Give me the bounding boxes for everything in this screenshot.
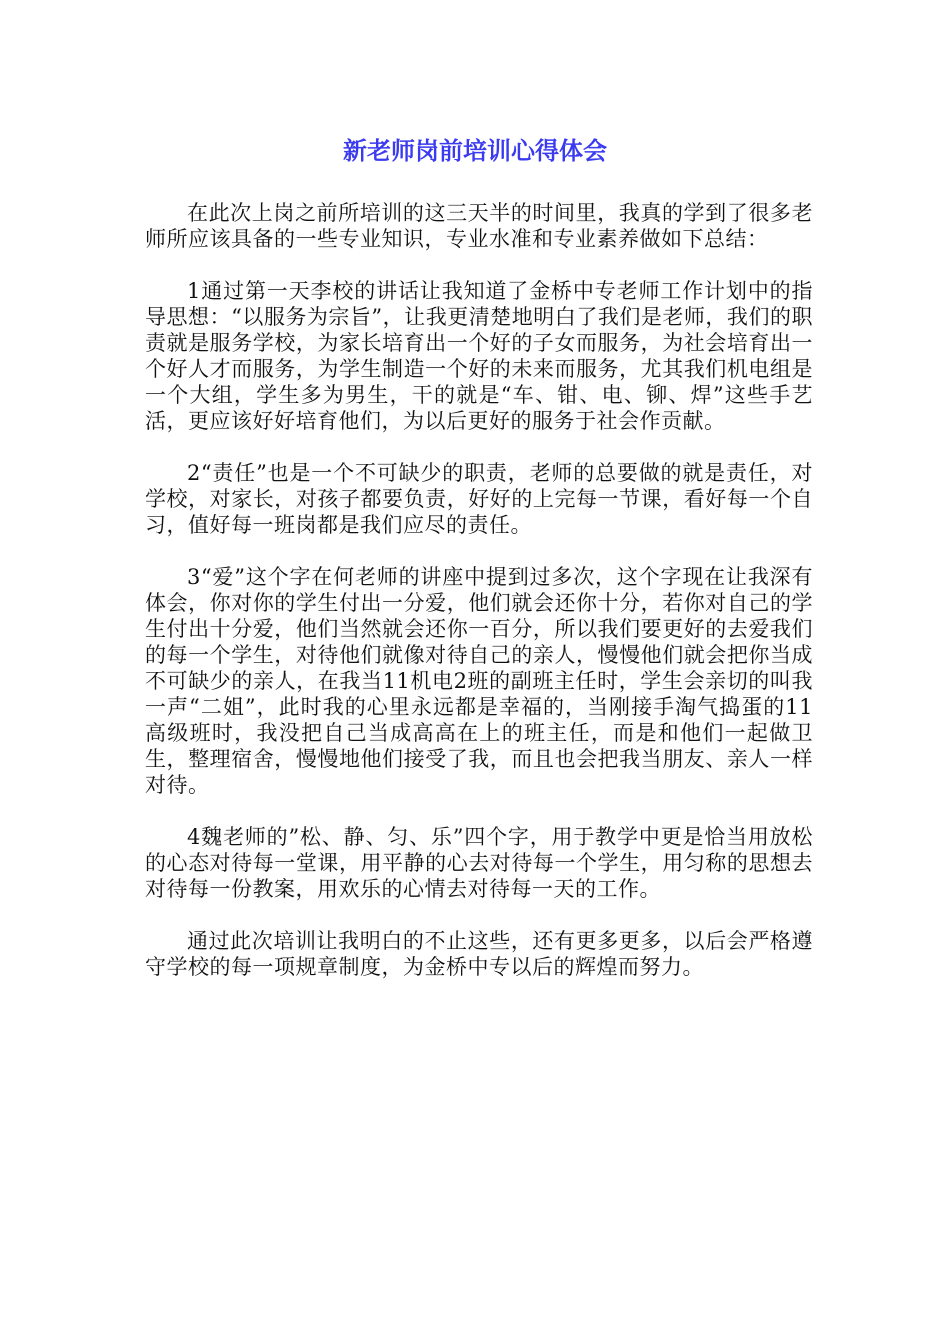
point-4-paragraph: 4魏老师的”松、静、匀、乐”四个字，用于教学中更是恰当用放松的心态对待每一堂课，用平静的心去对待每一个学生，用匀称的思想去对待每一份教案，用欢乐的心情去对待每一天的工作。 — [145, 825, 813, 901]
document-body — [145, 200, 813, 1006]
conclusion-paragraph: 通过此次培训让我明白的不止这些，还有更多更多，以后会严格遵守学校的每一项规章制度，为金桥中专以后的辉煌而努力。 — [145, 929, 813, 979]
document-title: 新老师岗前培训心得体会 — [343, 137, 607, 165]
point-2-paragraph: 2“责任”也是一个不可缺少的职责，老师的总要做的就是责任，对学校，对家长，对孩子都要负责，好好的上完每一节课，看好每一个自习，值好每一班岗都是我们应尽的责任。 — [145, 461, 813, 537]
point-3-paragraph: 3“爱”这个字在何老师的讲座中提到过多次，这个字现在让我深有体会，你对你的学生付出一分爱，他们就会还你十分，若你对自己的学生付出十分爱，他们当然就会还你一百分，所以我们要更好的去爱我们的每一个学生，对待他们就像对待自己的亲人，慢慢他们就会把你当成不可缺少的亲人，在我当11机电2班的副班主任时，学生会亲切的叫我一声“二姐”，此时我的心里永远都是幸福的，当刚接手淘气捣蛋的11高级班时，我没把自己当成高高在上的班主任，而是和他们一起做卫生，整理宿舍，慢慢地他们接受了我，而且也会把我当朋友、亲人一样对待。 — [145, 565, 813, 797]
point-1-paragraph: 1通过第一天李校的讲话让我知道了金桥中专老师工作计划中的指导思想：“以服务为宗旨”，让我更清楚地明白了我们是老师，我们的职责就是服务学校，为家长培育出一个好的子女而服务，为社会培育出一个好人才而服务，为学生制造一个好的未来而服务，尤其我们机电组是一个大组，学生多为男生，干的就是“车、钳、电、铆、焊”这些手艺活，更应该好好培育他们，为以后更好的服务于社会作贡献。 — [145, 279, 813, 433]
intro-paragraph: 在此次上岗之前所培训的这三天半的时间里，我真的学到了很多老师所应该具备的一些专业知识，专业水准和专业素养做如下总结： — [145, 201, 813, 251]
